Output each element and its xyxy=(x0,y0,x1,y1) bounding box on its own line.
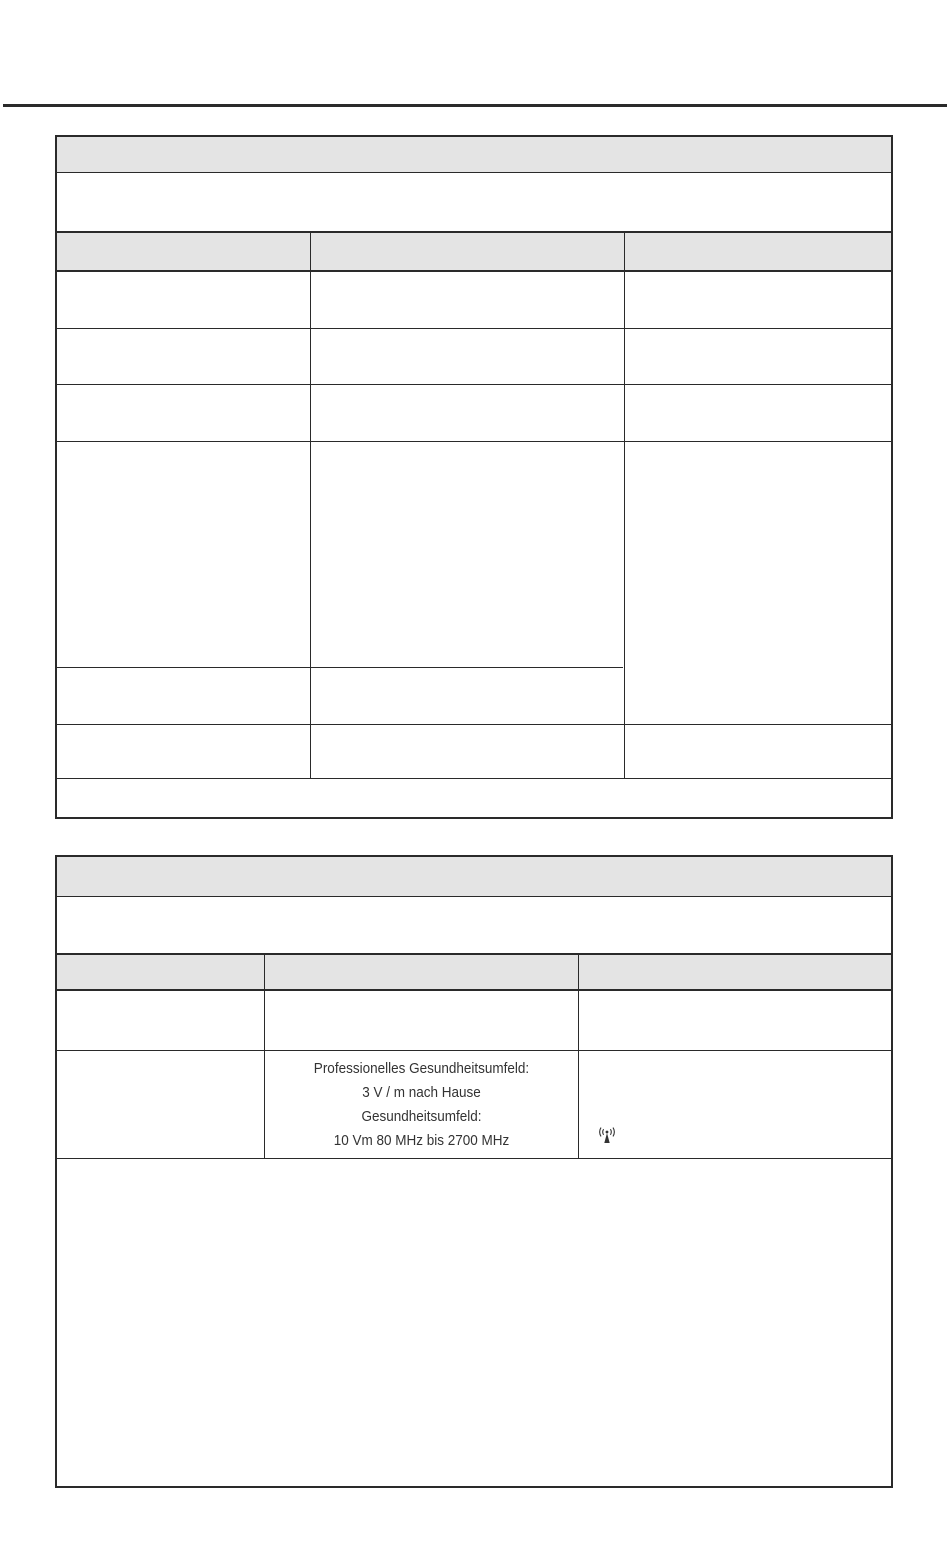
top-rule xyxy=(3,104,947,107)
table1-row-divider-5 xyxy=(57,724,891,725)
table1-row-divider-4 xyxy=(57,667,623,668)
non-ionizing-radiation-icon xyxy=(596,1127,618,1145)
table1-row-divider-3 xyxy=(57,441,891,442)
table2-row-divider-2 xyxy=(57,1158,891,1159)
emc-table-1 xyxy=(55,135,893,819)
table1-col-divider-1 xyxy=(310,233,311,779)
table2-row-divider-1 xyxy=(57,1050,891,1051)
table2-header-band xyxy=(57,955,891,989)
table2-col-divider-1 xyxy=(264,955,265,1159)
emc-table-2 xyxy=(55,855,893,1488)
table1-title-band xyxy=(57,137,891,172)
table1-row-divider-1 xyxy=(57,328,891,329)
table1-header-band xyxy=(57,233,891,270)
table1-title-divider xyxy=(57,172,891,173)
cell-line-4: 10 Vm 80 MHz bis 2700 MHz xyxy=(333,1132,510,1149)
cell-line-2: 3 V / m nach Hause xyxy=(362,1084,481,1101)
table1-header-divider xyxy=(57,270,891,272)
cell-line-1: Professionelles Gesundheitsumfeld: xyxy=(313,1060,530,1077)
table1-col-divider-2 xyxy=(624,233,625,779)
table2-title-band xyxy=(57,857,891,896)
table2-title-divider xyxy=(57,896,891,897)
table2-header-divider xyxy=(57,989,891,991)
table2-immunity-level-cell xyxy=(281,1057,563,1153)
table2-col-divider-2 xyxy=(578,955,579,1159)
table1-row-divider-2 xyxy=(57,384,891,385)
cell-line-3: Gesundheitsumfeld: xyxy=(361,1108,482,1125)
table1-row-divider-6 xyxy=(57,778,891,779)
